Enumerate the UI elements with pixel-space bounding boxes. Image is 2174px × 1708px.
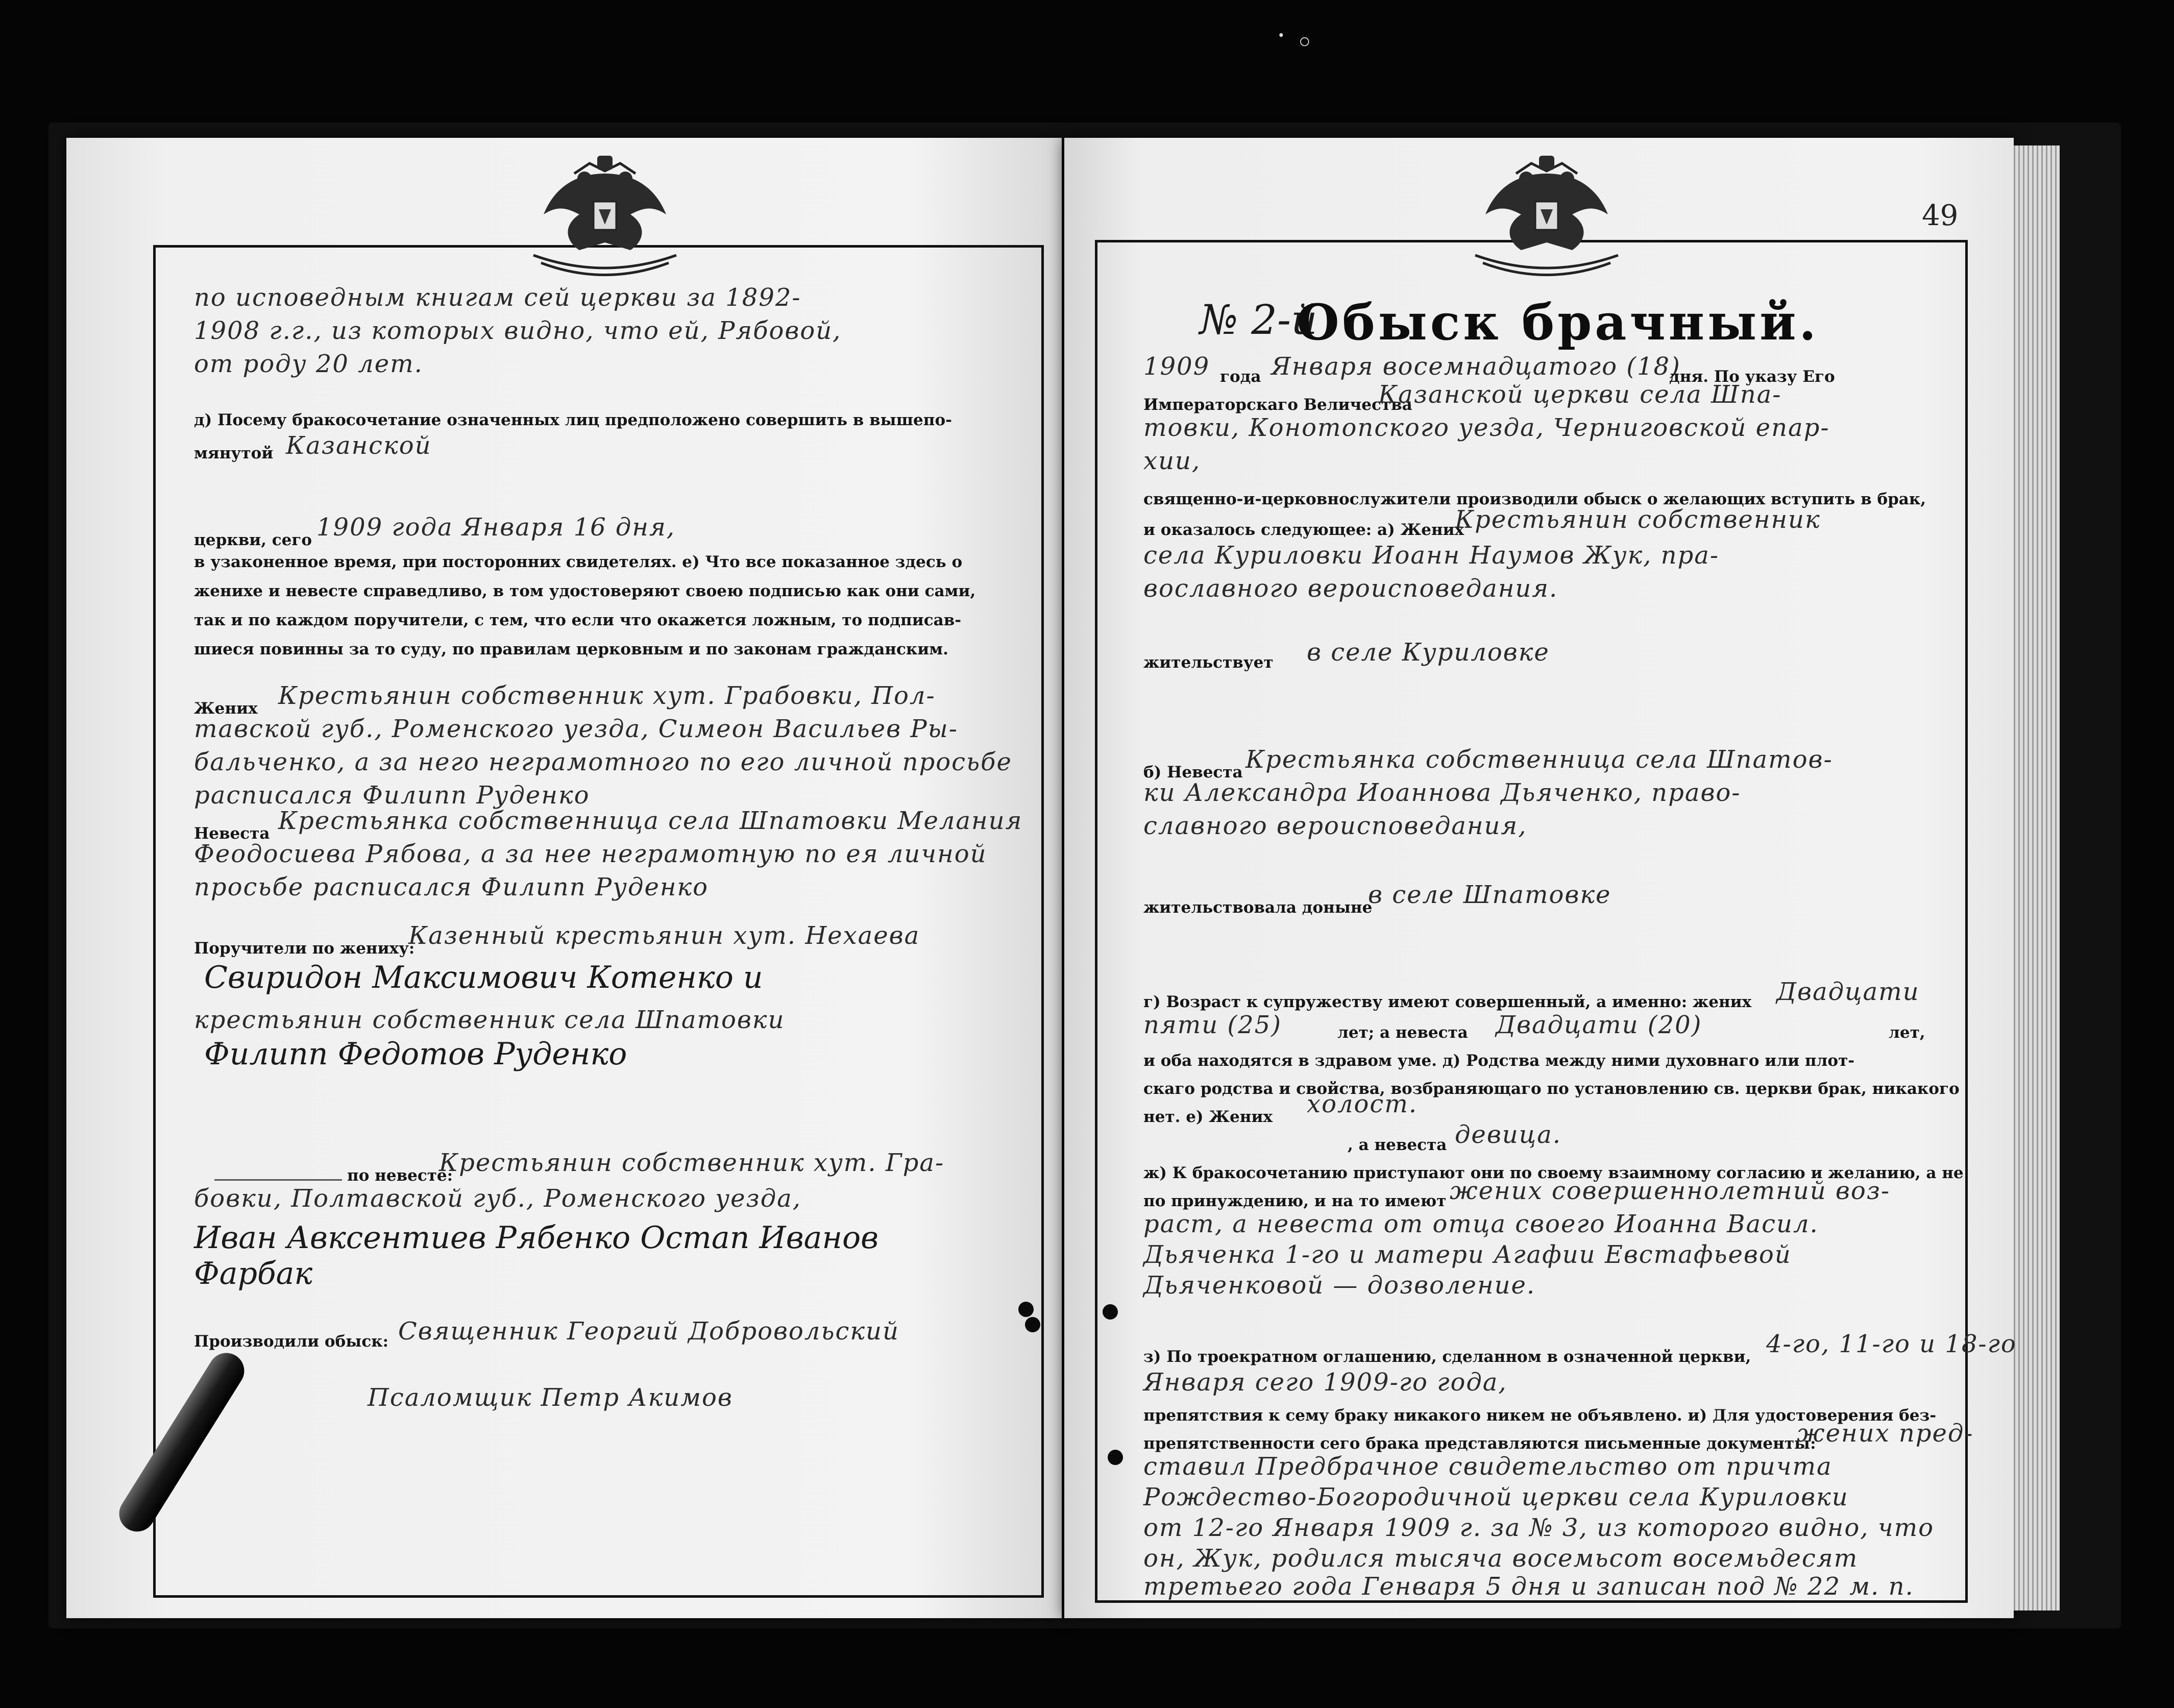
documents-hw-line-3: от 12-го Января 1909 г. за № 3, из которого видно, что — [1143, 1514, 1935, 1542]
marriage-statement-line2: мянутой — [194, 444, 274, 462]
guarantors-bride-underline — [214, 1179, 342, 1181]
consent-hw-line-2: раст, а невеста от отца своего Иоанна Васил. — [1143, 1210, 1819, 1238]
imperial-label: Императорскаго Величества — [1143, 396, 1412, 414]
guarantor-hw-line-2: Свиридон Максимович Котенко и — [204, 960, 763, 995]
page-stack-edge — [2014, 145, 2060, 1611]
groom-name-hw-line-2: вославного вероисповедания. — [1143, 574, 1558, 603]
age-years-label-a: лет; а невеста — [1337, 1023, 1468, 1042]
imperial-double-headed-eagle-icon — [1455, 153, 1639, 286]
notice-line-3: так и по каждом поручители, с тем, что если что окажется ложным, то подписав- — [194, 611, 962, 629]
groom-status-hw: Крестьянин собственник — [1455, 505, 1821, 534]
groom-hw-line-1: Крестьянин собственник хут. Грабовки, Пол- — [278, 681, 936, 710]
notice-line-1: в узаконенное время, при посторонних свидетелях. е) Что все показанное здесь о — [194, 553, 963, 571]
date-month-hw: Января восемнадцатого (18) — [1271, 352, 1681, 381]
consent-line-1: ж) К бракосочетанию приступают они по своему взаимному согласию и желанию, а не — [1143, 1164, 1964, 1182]
guarantor-hw-line-3: крестьянин собственник села Шпатовки — [194, 1006, 785, 1034]
investigators-label: Производили обыск: — [194, 1332, 389, 1351]
right-page-frame — [1095, 240, 1968, 1603]
guarantor-hw-line-4: Филипп Федотов Руденко — [204, 1036, 627, 1072]
binding-hole — [1103, 1304, 1118, 1320]
documents-hw-line-2: Рождество-Богородичной церкви села Куриловки — [1143, 1483, 1849, 1511]
investigator-hw-line-1: Священник Георгий Добровольский — [398, 1317, 899, 1346]
bride-hw-line-3: просьбе расписался Филипп Руденко — [194, 873, 709, 901]
hw-continuation-line-3: от роду 20 лет. — [194, 350, 423, 378]
document-title: Обыск брачный. — [1297, 294, 1819, 351]
consent-hw-line-1: жених совершеннолетний воз- — [1450, 1177, 1891, 1205]
groom-label: Жених — [194, 699, 258, 718]
bride-residence-hw: в селе Шпатовке — [1368, 881, 1611, 909]
groom-residence-hw: в селе Куриловке — [1307, 638, 1550, 667]
age-groom-hw-2: пяти (25) — [1143, 1011, 1282, 1039]
marriage-church-hw: Казанской — [286, 431, 432, 460]
parish-hw-line-2: хии, — [1143, 447, 1201, 475]
bride-hw-line-1: Крестьянка собственница села Шпатов- — [1245, 745, 1833, 774]
clergy-line-1: священно-и-церковнослужители производили обыск о желающих вступить в брак, — [1143, 490, 1926, 508]
top-mark: ॱ ◦ — [1276, 25, 1314, 61]
bride-label: б) Невеста — [1143, 763, 1243, 782]
clergy-line-2: и оказалось следующее: а) Жених — [1143, 521, 1464, 539]
date-year-label: года — [1220, 368, 1261, 386]
bride-hw-line-2: Феодосиева Рябова, а за нее неграмотную по ея личной — [194, 840, 987, 868]
consent-hw-line-3: Дьяченка 1-го и матери Агафии Евстафьевой — [1143, 1240, 1792, 1269]
groom-hw-line-4: расписался Филипп Руденко — [194, 781, 590, 810]
documents-hw-line-4: он, Жук, родился тысяча восемьсот восемьдесят — [1143, 1544, 1859, 1573]
date-year-hw: 1909 — [1143, 352, 1210, 381]
documents-hw-line-1: ставил Предбрачное свидетельство от причта — [1143, 1452, 1833, 1481]
church-prefix: церкви, сего — [194, 531, 312, 549]
guarantor-hw-line-1: Казенный крестьянин хут. Нехаева — [408, 921, 920, 950]
guarantors-groom-label: Поручители по жениху: — [194, 939, 415, 958]
hw-continuation-line-2: 1908 г.г., из которых видно, что ей, Рябовой, — [194, 316, 842, 345]
documents-hw-start: жених пред- — [1797, 1419, 1974, 1448]
banns-year-hw: Января сего 1909-го года, — [1143, 1368, 1507, 1397]
hw-continuation-line-1: по исповедным книгам сей церкви за 1892- — [194, 283, 801, 312]
guarantor-bride-hw-line-3: Иван Авксентиев Рябенко Остап Иванов — [194, 1220, 879, 1256]
groom-residence-label: жительствует — [1143, 653, 1274, 672]
binding-hole — [1025, 1317, 1040, 1332]
sanity-line-3: нет. е) Жених — [1143, 1108, 1273, 1126]
guarantor-bride-hw-line-1: Крестьянин собственник хут. Гра- — [439, 1149, 945, 1177]
guarantor-bride-hw-line-4: Фарбак — [194, 1256, 313, 1291]
consent-line-2: по принуждению, и на то имеют — [1143, 1192, 1447, 1210]
binding-hole — [1018, 1302, 1034, 1317]
binding-hole — [1108, 1450, 1123, 1465]
page-number: 49 — [1922, 199, 1959, 232]
consent-hw-line-4: Дьяченковой — дозволение. — [1143, 1271, 1536, 1300]
bride-hw-line-3: славного вероисповедания, — [1143, 812, 1527, 840]
guarantors-bride-label: по невесте: — [347, 1166, 453, 1185]
documents-hw-line-5: третьего года Генваря 5 дня и записан под № 22 м. п. — [1143, 1572, 1914, 1601]
age-label: г) Возраст к супружеству имеют совершенный, а именно: жених — [1143, 993, 1752, 1011]
banns-line-4: препятственности сего брака представляются письменные документы: — [1143, 1434, 1816, 1453]
age-groom-hw: Двадцати — [1776, 978, 1920, 1006]
notice-line-4: шиеся повинны за то суду, по правилам церковным и по законам гражданским. — [194, 640, 948, 658]
groom-name-hw-line-1: села Куриловки Иоанн Наумов Жук, пра- — [1143, 541, 1720, 570]
sanity-line-1: и оба находятся в здравом уме. д) Родства между ними духовнаго или плот- — [1143, 1052, 1855, 1070]
date-day-label: дня. По указу Его — [1669, 368, 1835, 386]
sanity-line-2: скаго родства и свойства, возбраняющаго по установлению св. церкви брак, никакого — [1143, 1080, 1960, 1098]
imperial-hw: Казанской церкви села Шпа- — [1378, 380, 1782, 409]
groom-marital-hw: холост. — [1307, 1090, 1418, 1118]
bride-hw-line-1: Крестьянка собственница села Шпатовки Мелания — [278, 807, 1023, 835]
marriage-statement: д) Посему бракосочетание означенных лиц предположено совершить в вышепо- — [194, 411, 952, 429]
imperial-double-headed-eagle-icon — [513, 153, 697, 286]
bride-marital-label: , а невеста — [1348, 1136, 1447, 1154]
banns-dates-hw: 4-го, 11-го и 18-го — [1766, 1330, 2017, 1358]
bride-residence-label: жительствовала доныне — [1143, 898, 1373, 917]
bride-marital-hw: девица. — [1455, 1120, 1562, 1149]
bride-hw-line-2: ки Александра Иоаннова Дьяченко, право- — [1143, 778, 1741, 807]
bride-label: Невеста — [194, 824, 270, 843]
notice-line-2: женихе и невесте справедливо, в том удостоверяют своею подписью как они сами, — [194, 582, 976, 600]
investigator-hw-line-2: Псаломщик Петр Акимов — [368, 1383, 733, 1412]
groom-hw-line-2: тавской губ., Роменского уезда, Симеон Васильев Ры- — [194, 715, 958, 743]
church-date-hw: 1909 года Января 16 дня, — [316, 513, 675, 542]
record-number-hw: № 2-й — [1200, 296, 1317, 344]
guarantor-bride-hw-line-2: бовки, Полтавской губ., Роменского уезда, — [194, 1184, 802, 1213]
age-bride-hw: Двадцати (20) — [1496, 1011, 1702, 1039]
banns-label: з) По троекратном оглашению, сделанном в означенной церкви, — [1143, 1348, 1751, 1366]
groom-hw-line-3: бальченко, а за него неграмотного по его личной просьбе — [194, 748, 1012, 776]
banns-line-3: препятствия к сему браку никакого никем не объявлено. и) Для удостоверения без- — [1143, 1406, 1937, 1425]
parish-hw-line-1: товки, Конотопского уезда, Черниговской епар- — [1143, 413, 1830, 442]
age-years-label-b: лет, — [1889, 1023, 1925, 1042]
